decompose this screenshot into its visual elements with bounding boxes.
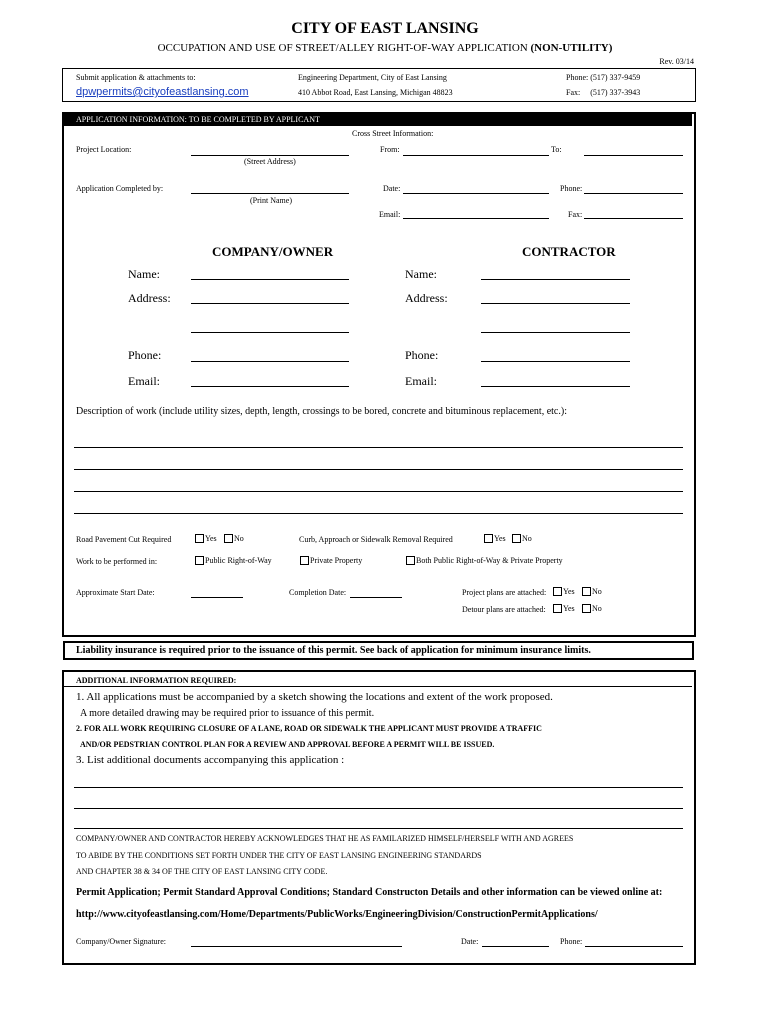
- pavement-cut-yes-checkbox[interactable]: [195, 534, 204, 543]
- dept-name: Engineering Department, City of East Lansing: [298, 73, 447, 82]
- form-title: CITY OF EAST LANSING: [291, 20, 479, 37]
- email-field[interactable]: [403, 218, 549, 219]
- fax-label: Fax:: [568, 210, 583, 219]
- project-plans-yes-checkbox[interactable]: [553, 587, 562, 596]
- description-line-2[interactable]: [74, 469, 683, 470]
- street-address-caption: (Street Address): [244, 157, 296, 166]
- dept-fax: Fax: (517) 337-3943: [566, 88, 641, 97]
- project-plans-no-checkbox[interactable]: [582, 587, 591, 596]
- both-label: Both Public Right-of-Way & Private Property: [416, 556, 563, 565]
- both-checkbox[interactable]: [406, 556, 415, 565]
- additional-item-1b: A more detailed drawing may be required prior to issuance of this permit.: [80, 708, 375, 719]
- liability-notice: Liability insurance is required prior to the issuance of this permit. See back of application for minimum insurance limits.: [76, 645, 591, 656]
- completed-by-label: Application Completed by:: [76, 184, 164, 193]
- signature-date-label: Date:: [461, 937, 479, 946]
- submit-label: Submit application & attachments to:: [76, 73, 196, 82]
- submit-email-link[interactable]: dpwpermits@cityofeastlansing.com: [76, 86, 249, 98]
- description-line-1[interactable]: [74, 447, 683, 448]
- signature-date-field[interactable]: [482, 946, 549, 947]
- subtitle-bold: (NON-UTILITY): [530, 42, 613, 54]
- company-name-field[interactable]: [191, 279, 349, 280]
- print-name-caption: (Print Name): [250, 196, 292, 205]
- email-label: Email:: [379, 210, 401, 219]
- contractor-email-label: Email:: [405, 374, 437, 388]
- from-field[interactable]: [403, 155, 549, 156]
- additional-item-3: 3. List additional documents accompanying this application :: [76, 754, 345, 766]
- documents-line-3[interactable]: [74, 828, 683, 829]
- project-plans-no-label: No: [592, 587, 602, 596]
- dept-address: 410 Abbot Road, East Lansing, Michigan 48823: [298, 88, 453, 97]
- company-phone-label: Phone:: [128, 348, 162, 362]
- description-label: Description of work (include utility sizes, depth, length, crossings to be bored, concrete and bituminous replacement, etc.):: [76, 406, 567, 417]
- curb-no-label: No: [522, 534, 532, 543]
- signature-label: Company/Owner Signature:: [76, 937, 166, 946]
- contractor-address-field[interactable]: [481, 303, 630, 304]
- fax-field[interactable]: [584, 218, 683, 219]
- contractor-phone-field[interactable]: [481, 361, 630, 362]
- signature-phone-field[interactable]: [585, 946, 683, 947]
- online-info-url[interactable]: http://www.cityofeastlansing.com/Home/Departments/PublicWorks/EngineeringDivision/ConstructionPermitApplications/: [76, 909, 598, 920]
- curb-yes-label: Yes: [494, 534, 506, 543]
- pavement-cut-no-checkbox[interactable]: [224, 534, 233, 543]
- description-line-4[interactable]: [74, 513, 683, 514]
- dept-phone: Phone: (517) 337-9459: [566, 73, 641, 82]
- curb-removal-label: Curb, Approach or Sidewalk Removal Required: [299, 535, 453, 544]
- to-field[interactable]: [584, 155, 683, 156]
- from-label: From:: [380, 145, 400, 154]
- documents-line-2[interactable]: [74, 808, 683, 809]
- additional-item-2a: 2. FOR ALL WORK REQUIRING CLOSURE OF A LANE, ROAD OR SIDEWALK THE APPLICANT MUST PROVIDE A TRAFFIC: [76, 724, 542, 733]
- subtitle-text: OCCUPATION AND USE OF STREET/ALLEY RIGHT-OF-WAY APPLICATION: [157, 42, 528, 54]
- contractor-phone-label: Phone:: [405, 348, 439, 362]
- contractor-name-field[interactable]: [481, 279, 630, 280]
- online-info-text: Permit Application; Permit Standard Approval Conditions; Standard Constructon Details and other information can be viewed online at:: [76, 887, 663, 898]
- company-email-field[interactable]: [191, 386, 349, 387]
- detour-plans-yes-checkbox[interactable]: [553, 604, 562, 613]
- pavement-cut-yes-label: Yes: [205, 534, 217, 543]
- signature-phone-label: Phone:: [560, 937, 583, 946]
- company-name-label: Name:: [128, 267, 160, 281]
- project-location-label: Project Location:: [76, 145, 132, 154]
- pavement-cut-label: Road Pavement Cut Required: [76, 535, 172, 544]
- contractor-name-label: Name:: [405, 267, 437, 281]
- company-phone-field[interactable]: [191, 361, 349, 362]
- additional-item-2b: AND/OR PEDSTRIAN CONTROL PLAN FOR A REVIEW AND APPROVAL BEFORE A PERMIT WILL BE ISSUED.: [80, 740, 495, 749]
- detour-plans-no-checkbox[interactable]: [582, 604, 591, 613]
- additional-heading-divider: [64, 686, 692, 687]
- start-date-field[interactable]: [191, 597, 243, 598]
- company-owner-heading: COMPANY/OWNER: [212, 244, 334, 259]
- public-row-checkbox[interactable]: [195, 556, 204, 565]
- project-location-field[interactable]: [191, 155, 349, 156]
- to-label: To:: [551, 145, 562, 154]
- ack-line-3: AND CHAPTER 38 & 34 OF THE CITY OF EAST LANSING CITY CODE.: [76, 867, 328, 876]
- company-address-field-2[interactable]: [191, 332, 349, 333]
- completion-date-label: Completion Date:: [289, 588, 347, 597]
- phone-field[interactable]: [584, 193, 683, 194]
- company-address-label: Address:: [128, 291, 171, 305]
- description-line-3[interactable]: [74, 491, 683, 492]
- private-property-label: Private Property: [310, 556, 363, 565]
- date-field[interactable]: [403, 193, 549, 194]
- company-address-field[interactable]: [191, 303, 349, 304]
- documents-line-1[interactable]: [74, 787, 683, 788]
- completion-date-field[interactable]: [350, 597, 402, 598]
- date-label: Date:: [383, 184, 401, 193]
- detour-plans-yes-label: Yes: [563, 604, 575, 613]
- detour-plans-label: Detour plans are attached:: [462, 605, 546, 614]
- phone-label: Phone:: [560, 184, 583, 193]
- revision-label: Rev. 03/14: [659, 57, 694, 66]
- additional-heading: ADDITIONAL INFORMATION REQUIRED:: [76, 676, 237, 685]
- public-row-label: Public Right-of-Way: [205, 556, 272, 565]
- signature-field[interactable]: [191, 946, 402, 947]
- form-subtitle: [0, 42, 770, 54]
- work-performed-label: Work to be performed in:: [76, 557, 158, 566]
- curb-no-checkbox[interactable]: [512, 534, 521, 543]
- project-plans-label: Project plans are attached:: [462, 588, 547, 597]
- pavement-cut-no-label: No: [234, 534, 244, 543]
- ack-line-1: COMPANY/OWNER AND CONTRACTOR HEREBY ACKNOWLEDGES THAT HE AS FAMILARIZED HIMSELF/HERSELF WITH AND AGREES: [76, 834, 574, 843]
- project-plans-yes-label: Yes: [563, 587, 575, 596]
- application-heading: APPLICATION INFORMATION: TO BE COMPLETED BY APPLICANT: [76, 115, 320, 124]
- additional-item-1: 1. All applications must be accompanied by a sketch showing the locations and extent of the work proposed.: [76, 691, 553, 703]
- detour-plans-no-label: No: [592, 604, 602, 613]
- contractor-email-field[interactable]: [481, 386, 630, 387]
- ack-line-2: TO ABIDE BY THE CONDITIONS SET FORTH UNDER THE CITY OF EAST LANSING ENGINEERING STANDARDS: [76, 851, 482, 860]
- contractor-address-field-2[interactable]: [481, 332, 630, 333]
- contractor-address-label: Address:: [405, 291, 448, 305]
- curb-yes-checkbox[interactable]: [484, 534, 493, 543]
- completed-by-field[interactable]: [191, 193, 349, 194]
- contractor-heading: CONTRACTOR: [522, 244, 616, 259]
- private-property-checkbox[interactable]: [300, 556, 309, 565]
- company-email-label: Email:: [128, 374, 160, 388]
- start-date-label: Approximate Start Date:: [76, 588, 155, 597]
- cross-street-label: Cross Street Information:: [352, 129, 434, 138]
